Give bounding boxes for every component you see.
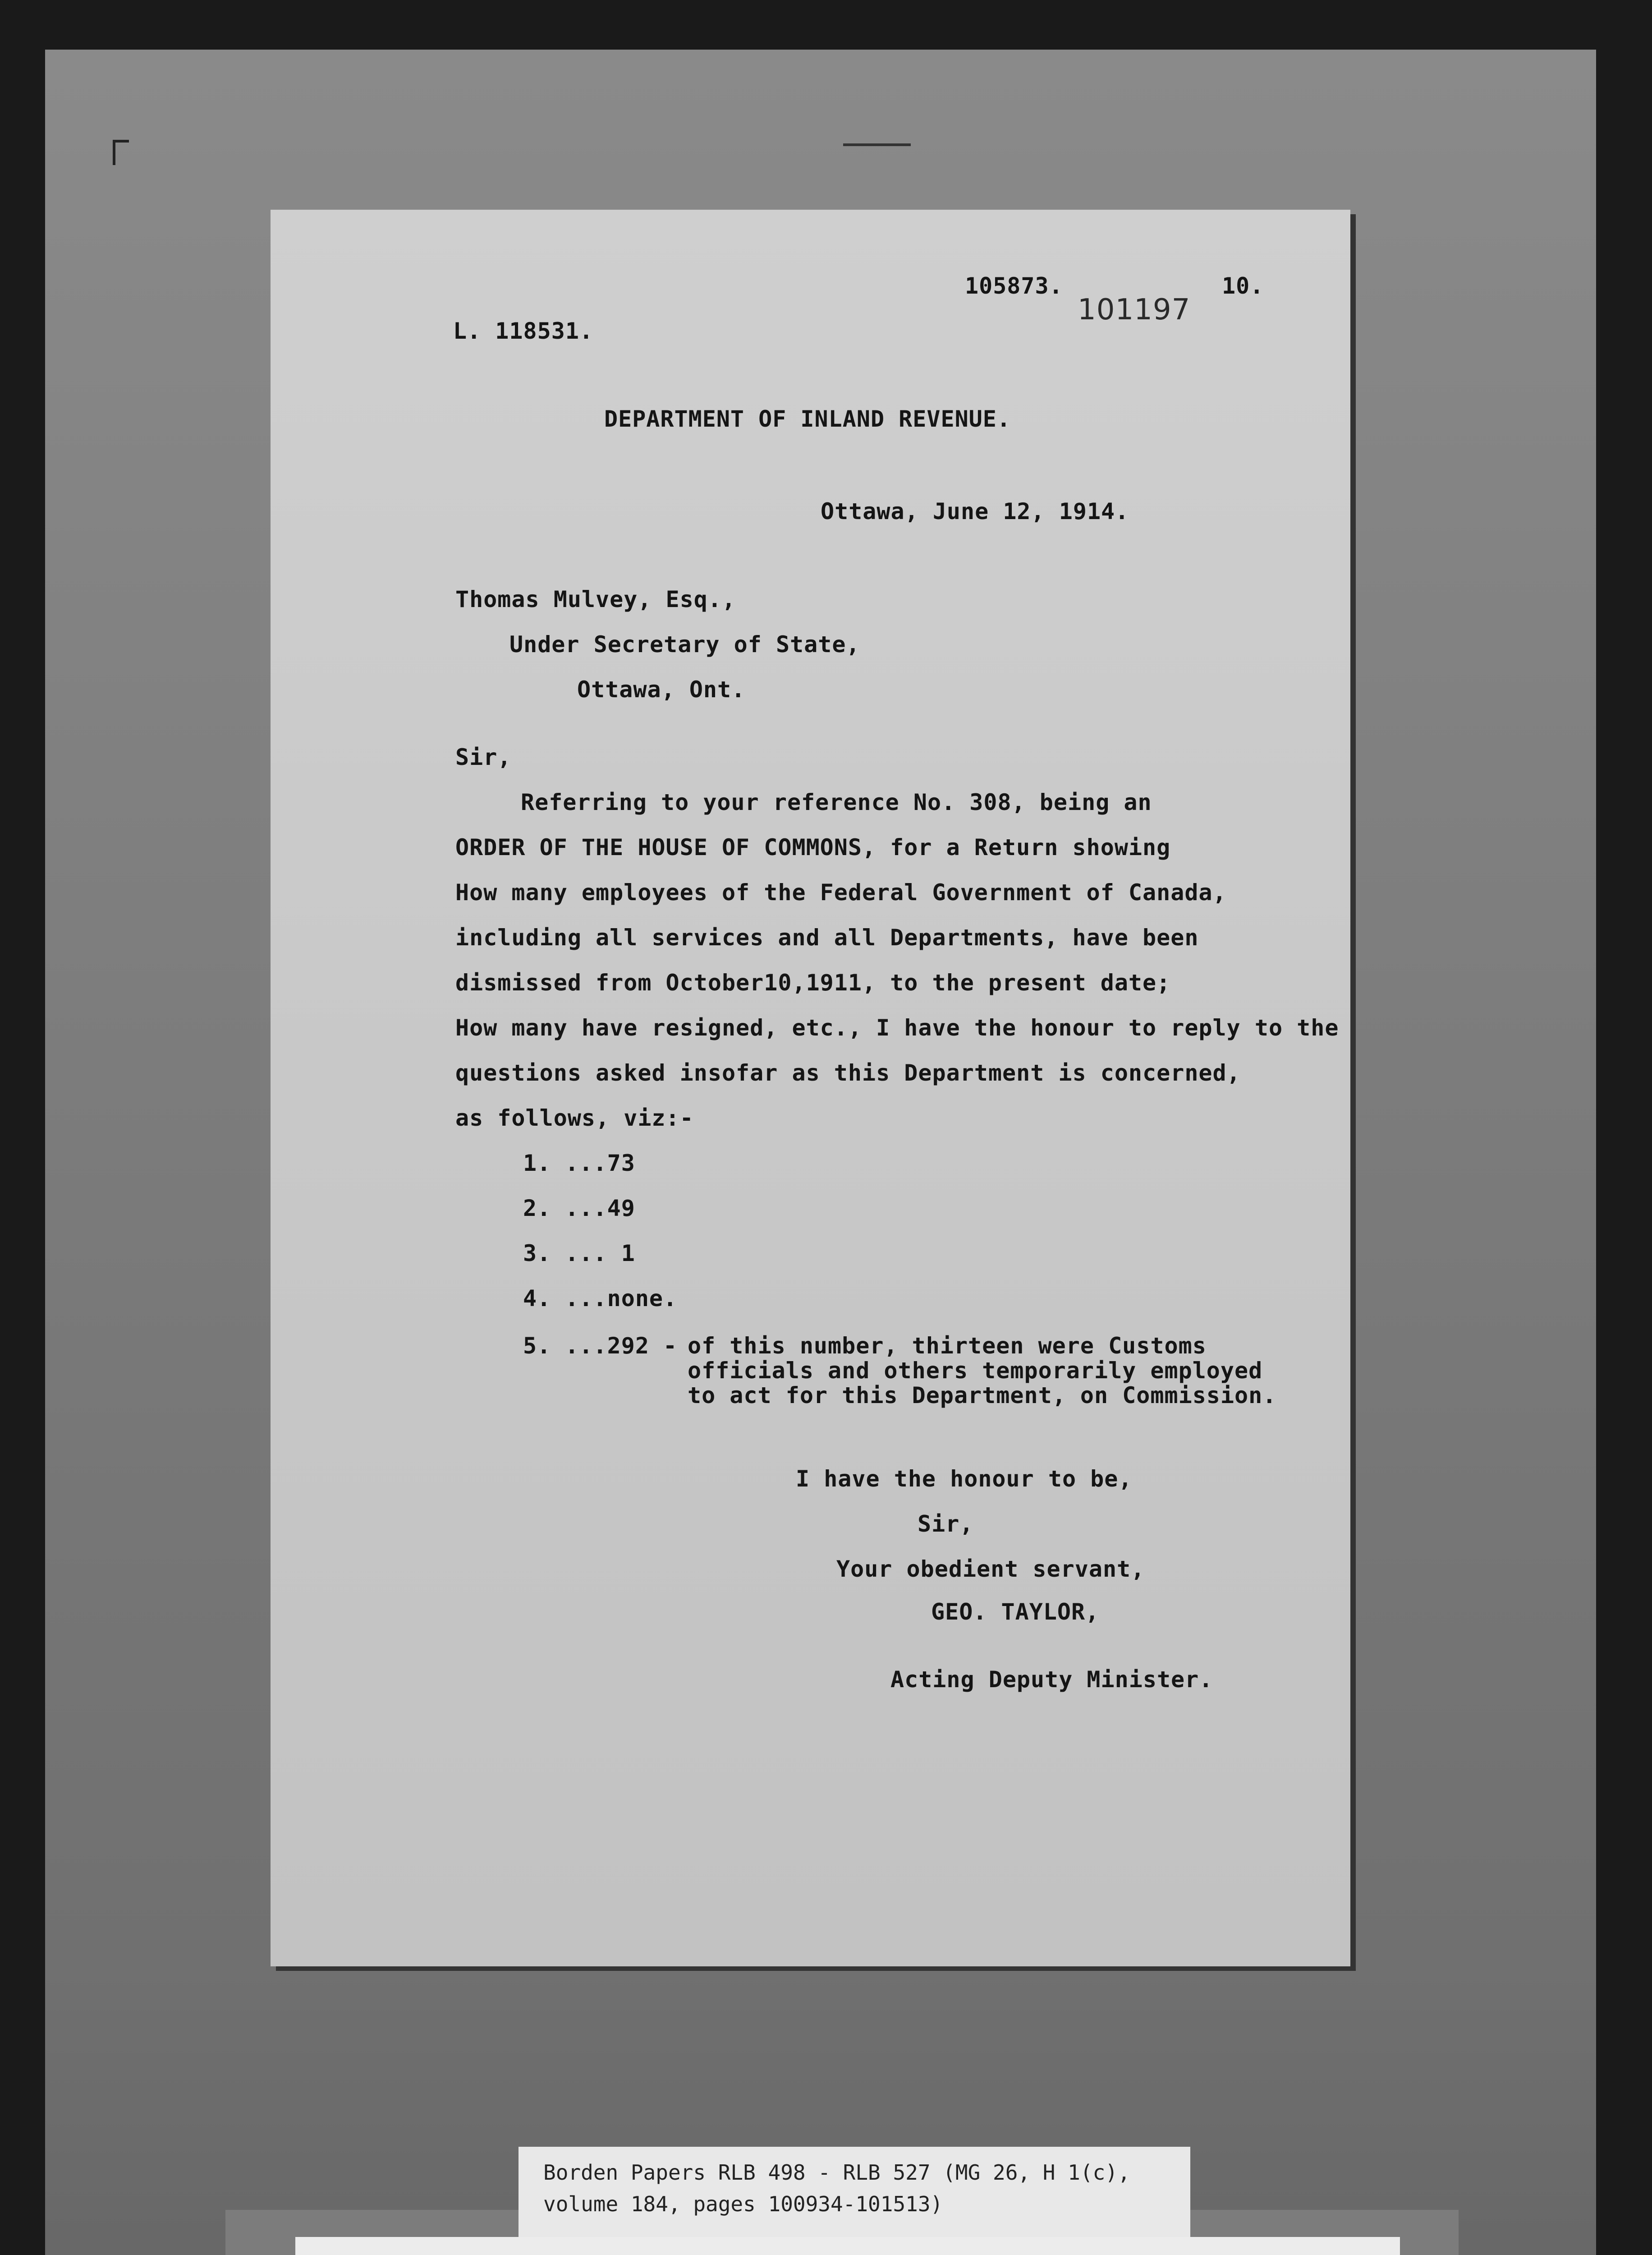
list-item: 4. ...none. bbox=[523, 1285, 678, 1312]
list-item: 3. ... 1 bbox=[523, 1240, 635, 1266]
body-line: How many employees of the Federal Government of Canada, bbox=[455, 879, 1227, 906]
closing-line: Your obedient servant, bbox=[836, 1556, 1145, 1582]
body-line: How many have resigned, etc., I have the honour to reply to the bbox=[455, 1015, 1339, 1041]
corner-mark bbox=[113, 140, 129, 165]
address-line: Under Secretary of State, bbox=[509, 631, 860, 658]
address-line: Thomas Mulvey, Esq., bbox=[455, 586, 736, 612]
letter-date: Ottawa, June 12, 1914. bbox=[821, 498, 1129, 525]
letter-page bbox=[271, 210, 1350, 1966]
archives-card bbox=[295, 2237, 1400, 2255]
archive-stamp-number: 101197 bbox=[1078, 293, 1191, 327]
collection-label bbox=[519, 2147, 1190, 2241]
body-line: including all services and all Departments, have been bbox=[455, 925, 1199, 951]
body-line: ORDER OF THE HOUSE OF COMMONS, for a Return showing bbox=[455, 834, 1171, 861]
body-line: Referring to your reference No. 308, being an bbox=[521, 789, 1152, 815]
signatory-name: GEO. TAYLOR, bbox=[931, 1599, 1100, 1625]
signatory-title: Acting Deputy Minister. bbox=[890, 1666, 1213, 1693]
letter-reference-number: 105873. bbox=[965, 273, 1063, 299]
item-note-line: to act for this Department, on Commission. bbox=[688, 1382, 1277, 1408]
body-line: questions asked insofar as this Department is concerned, bbox=[455, 1060, 1241, 1086]
body-line: as follows, viz:- bbox=[455, 1105, 694, 1131]
list-item: 2. ...49 bbox=[523, 1195, 635, 1221]
salutation: Sir, bbox=[455, 744, 512, 770]
body-line: dismissed from October10,1911, to the present date; bbox=[455, 970, 1171, 996]
letter-reference-left: L. 118531. bbox=[453, 318, 594, 344]
collection-label-line: volume 184, pages 100934-101513) bbox=[543, 2192, 943, 2216]
address-line: Ottawa, Ont. bbox=[577, 676, 746, 703]
list-item: 5. ...292 - bbox=[523, 1333, 678, 1359]
item-note-line: of this number, thirteen were Customs bbox=[688, 1333, 1207, 1359]
registration-line bbox=[843, 143, 911, 146]
closing-line: I have the honour to be, bbox=[796, 1466, 1133, 1492]
collection-label-line: Borden Papers RLB 498 - RLB 527 (MG 26, H 1(c), bbox=[543, 2160, 1130, 2185]
letter-page-number: 10. bbox=[1222, 273, 1264, 299]
closing-line: Sir, bbox=[918, 1511, 974, 1537]
department-heading: DEPARTMENT OF INLAND REVENUE. bbox=[604, 406, 1011, 432]
list-item: 1. ...73 bbox=[523, 1150, 635, 1176]
item-note-line: officials and others temporarily employed bbox=[688, 1358, 1263, 1384]
